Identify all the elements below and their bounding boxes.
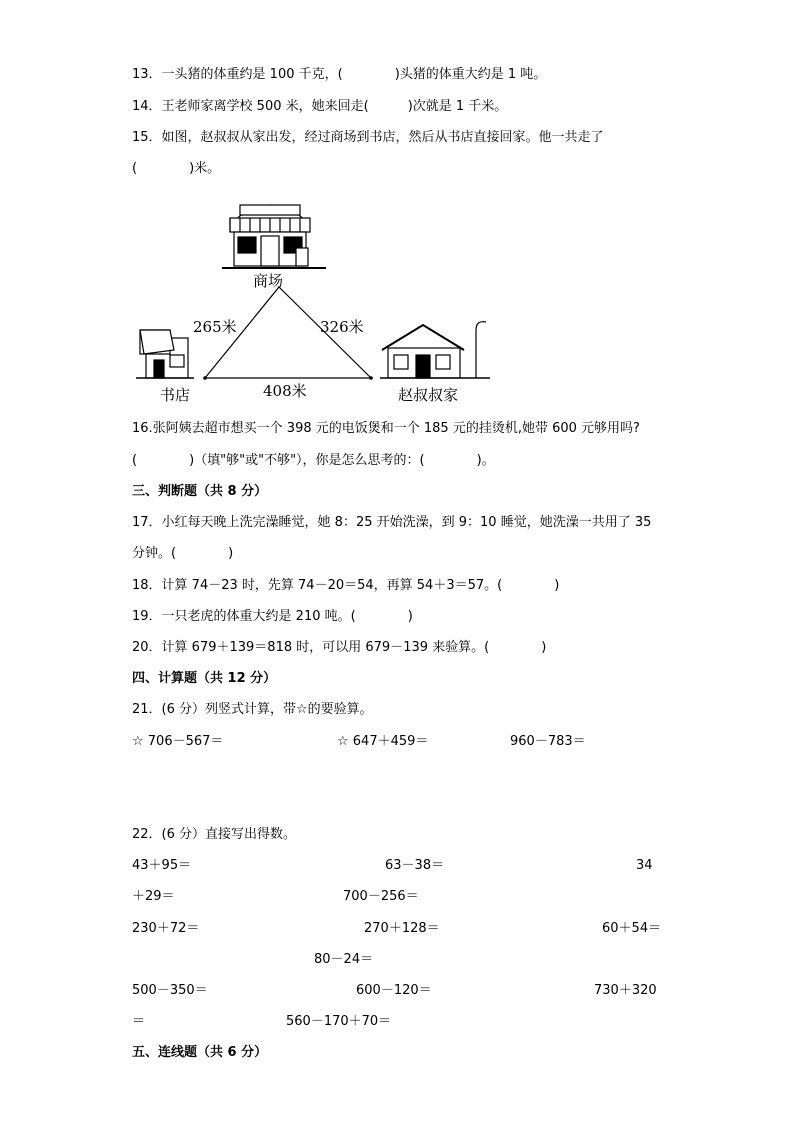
question-20: 20．计算 679＋139＝818 时，可以用 679－139 来验算。( ) <box>132 640 547 655</box>
question-17-line2: 分钟。( ) <box>132 546 234 561</box>
q22-item: ＋29＝ <box>132 889 175 904</box>
q22-item: 560－170＋70＝ <box>286 1014 392 1029</box>
bookstore-icon <box>136 330 194 378</box>
edge-bottom-label: 408米 <box>263 382 307 400</box>
q21-item: ☆ 706－567＝ <box>132 734 224 749</box>
q22-item: 34 <box>636 858 653 873</box>
mall-icon <box>222 205 326 268</box>
question-16-line2: ( )（填"够"或"不够"），你是怎么思考的：( )。 <box>132 453 495 468</box>
q22-item: 43＋95＝ <box>132 858 192 873</box>
question-21: 21．(6 分）列竖式计算，带☆的要验算。 <box>132 702 373 717</box>
q22-item: 730＋320 <box>594 983 657 998</box>
q22-item: 600－120＝ <box>356 983 432 998</box>
q21-item: ☆ 647＋459＝ <box>337 734 429 749</box>
question-17-line1: 17．小红每天晚上洗完澡睡觉，她 8：25 开始洗澡，到 9：10 睡觉，她洗澡一共用了 35 <box>132 515 652 530</box>
home-icon <box>380 322 490 378</box>
q21-item: 960－783＝ <box>510 734 586 749</box>
bookstore-label: 书店 <box>160 386 191 404</box>
edge-right-label: 326米 <box>320 318 364 336</box>
q22-item: 60＋54＝ <box>602 921 662 936</box>
q22-item: 230＋72＝ <box>132 921 200 936</box>
q22-item: 500－350＝ <box>132 983 208 998</box>
question-22: 22．(6 分）直接写出得数。 <box>132 827 297 842</box>
q22-item: 63－38＝ <box>385 858 445 873</box>
section-5-heading: 五、连线题（共 6 分） <box>132 1045 268 1060</box>
section-3-heading: 三、判断题（共 8 分） <box>132 484 268 499</box>
question-15-line1: 15．如图，赵叔叔从家出发，经过商场到书店，然后从书店直接回家。他一共走了 <box>132 130 604 145</box>
question-13: 13．一头猪的体重约是 100 千克，( )头猪的体重大约是 1 吨。 <box>132 67 547 82</box>
section-4-heading: 四、计算题（共 12 分） <box>132 671 277 686</box>
q22-item: 270＋128＝ <box>364 921 440 936</box>
q22-item: 700－256＝ <box>343 889 419 904</box>
mall-label: 商场 <box>253 272 284 290</box>
question-18: 18．计算 74－23 时，先算 74－20＝54，再算 54＋3＝57。( ) <box>132 578 560 593</box>
question-16-line1: 16.张阿姨去超市想买一个 398 元的电饭煲和一个 185 元的挂烫机,她带 600 元够用吗? <box>132 421 640 436</box>
route-diagram <box>130 190 500 410</box>
question-14: 14．王老师家离学校 500 米，她来回走( )次就是 1 千米。 <box>132 99 508 114</box>
question-15-line2: ( )米。 <box>132 161 221 176</box>
edge-left-label: 265米 <box>193 318 237 336</box>
q22-item: ＝ <box>132 1014 146 1029</box>
home-label: 赵叔叔家 <box>398 386 459 404</box>
question-19: 19．一只老虎的体重大约是 210 吨。( ) <box>132 609 413 624</box>
q22-item: 80－24＝ <box>314 952 374 967</box>
